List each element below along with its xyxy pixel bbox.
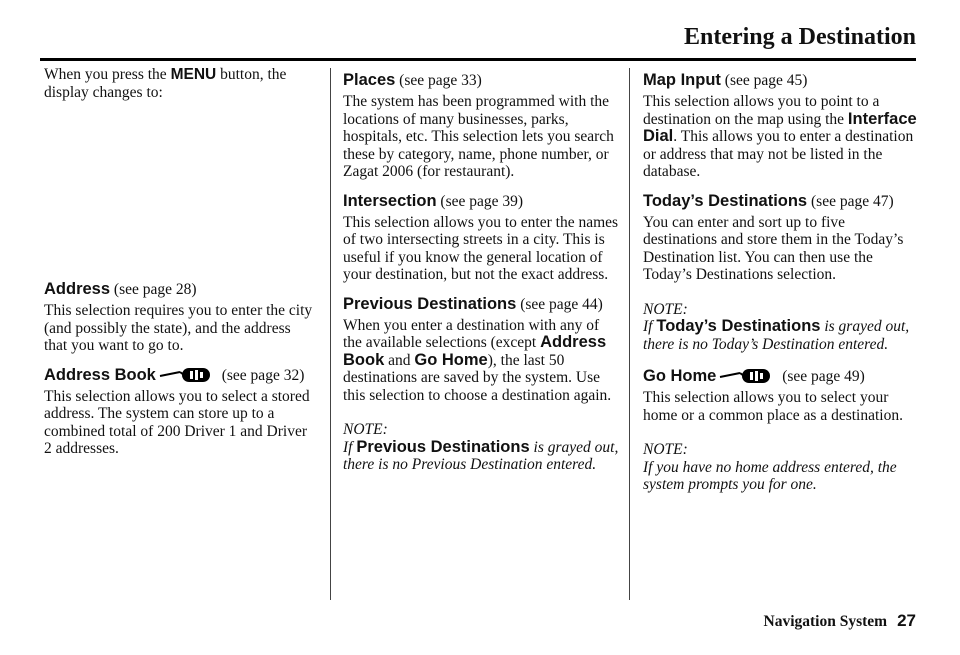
todays-destinations-body: You can enter and sort up to five destinations and store them in the Today’s Destination list. You can then use the Today’s Destinations selection. (643, 213, 904, 283)
map-input-body: This selection allows you to point to a destination on the map using the Interface Dial. This allows you to enter a destination or address that may not be listed in the database. (643, 93, 917, 180)
intro-paragraph: When you press the MENU button, the display changes to: (44, 66, 287, 101)
previous-destinations-body: When you enter a destination with any of the available selections (except Address Book and Go Home), the last 50 destinations are saved by the system. Use this selection to choose a destination again. (343, 316, 612, 404)
address-book-heading: Address Book (see page 32) (44, 365, 305, 384)
note-label: NOTE: (343, 421, 388, 438)
screen-image-placeholder (44, 101, 316, 269)
column-1 (44, 66, 316, 458)
voice-command-icon (158, 367, 212, 383)
voice-command-icon (718, 368, 772, 384)
page-footer (764, 611, 917, 631)
intersection-heading: Intersection (see page 39) (343, 191, 524, 210)
go-home-heading: Go Home (see page 49) (643, 367, 865, 385)
note-label-3: NOTE: (643, 441, 688, 458)
address-body: This selection requires you to enter the city (and possibly the state), and the address that you want to go to. (44, 302, 313, 354)
map-input-heading: Map Input (see page 45) (643, 71, 808, 89)
address-heading: Address (see page 28) (44, 280, 197, 298)
note-body-2: If Today’s Destinations is grayed out, there is no Today’s Destination entered. (643, 317, 910, 353)
page-title: Entering a Destination (683, 24, 916, 50)
previous-destinations-heading: Previous Destinations (see page 44) (343, 294, 603, 313)
places-body: The system has been programmed with the locations of many businesses, parks, hospitals, etc. This selection lets you search these by category, name, phone number, or Zagat 2006 (for restaurant). (343, 93, 614, 180)
footer-section: Navigation System (763, 613, 888, 630)
intersection-body: This selection allows you to enter the names of two intersecting streets in a city. This is useful if you know the general location of your destination, but not the exact address. (343, 213, 619, 283)
menu-keyword: MENU (170, 66, 217, 83)
column-3 (643, 66, 919, 494)
page-number: 27 (897, 611, 916, 630)
header-rule (40, 58, 916, 61)
places-heading: Places (see page 33) (343, 71, 482, 89)
address-book-body: This selection allows you to select a stored address. The system can store up to a combined total of 200 Driver 1 and Driver 2 addresses. (44, 387, 310, 457)
todays-destinations-heading: Today’s Destinations (see page 47) (643, 191, 894, 210)
note-label-2: NOTE: (643, 300, 688, 318)
column-2 (343, 66, 619, 474)
note-body: If Previous Destinations is grayed out, there is no Previous Destination entered. (343, 437, 619, 473)
column-divider-2 (629, 68, 630, 600)
note-body-3: If you have no home address entered, the system prompts you for one. (643, 458, 897, 493)
column-divider-1 (330, 68, 331, 600)
go-home-body: This selection allows you to select your home or a common place as a destination. (643, 389, 903, 424)
